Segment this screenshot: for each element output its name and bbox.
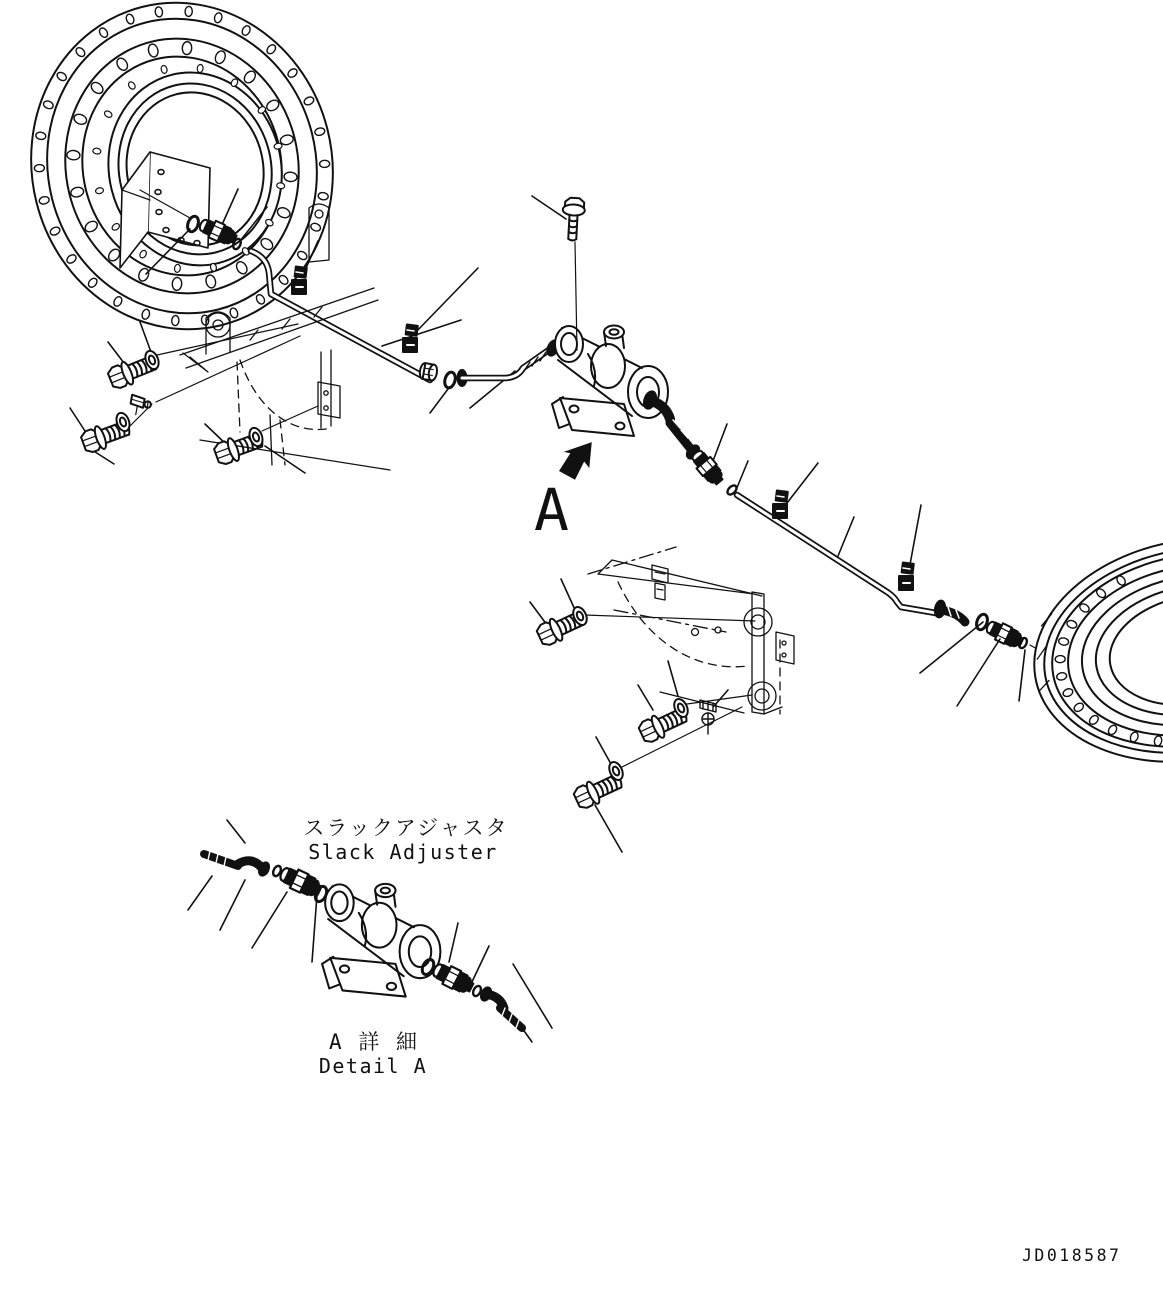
- label-detail-a-en: Detail A: [318, 1054, 428, 1078]
- pipe-clip-left: [129, 395, 152, 417]
- leader-lines-left-bolts: [70, 322, 318, 473]
- brake-disc-right: [1016, 514, 1163, 786]
- leader-lines-center: [532, 196, 921, 570]
- label-slack-adjuster-en: Slack Adjuster: [308, 840, 498, 864]
- brake-pipe-right: [737, 495, 936, 613]
- right-pipe-end-fittings: [934, 600, 965, 622]
- brake-hose-right: [642, 390, 702, 461]
- pipe-clamp-4: [899, 563, 914, 590]
- brake-hose-left: [458, 339, 561, 386]
- flat-washer-3: [247, 426, 265, 448]
- connector-fitting-2: [688, 447, 726, 487]
- flat-washer-4: [571, 605, 590, 627]
- detail-hose-left: [204, 851, 271, 877]
- vertical-bolt: [561, 197, 585, 241]
- pipe-clamp-2: [403, 325, 418, 352]
- connector-fitting-5: [430, 960, 476, 996]
- slack-adjuster-detail: [322, 884, 440, 997]
- flat-washer-6: [607, 760, 626, 782]
- o-ring-3: [443, 371, 457, 389]
- pipe-clip-bottom: [700, 700, 716, 734]
- view-label: A: [534, 476, 569, 544]
- detail-hose-right: [479, 986, 532, 1042]
- leader-lines-right-chain: [920, 622, 1053, 706]
- drawing-number: JD018587: [1022, 1246, 1122, 1265]
- pipe-nut-1: [419, 362, 439, 381]
- frame-bracket-bottom: [584, 547, 794, 768]
- label-slack-adjuster-jp: スラックアジャスタ: [303, 816, 509, 840]
- pipe-clamp-3: [773, 491, 788, 518]
- slack-adjuster-center: [552, 326, 668, 437]
- flat-washer-2: [114, 411, 132, 433]
- label-detail-a-jp: A 詳 細: [329, 1030, 419, 1054]
